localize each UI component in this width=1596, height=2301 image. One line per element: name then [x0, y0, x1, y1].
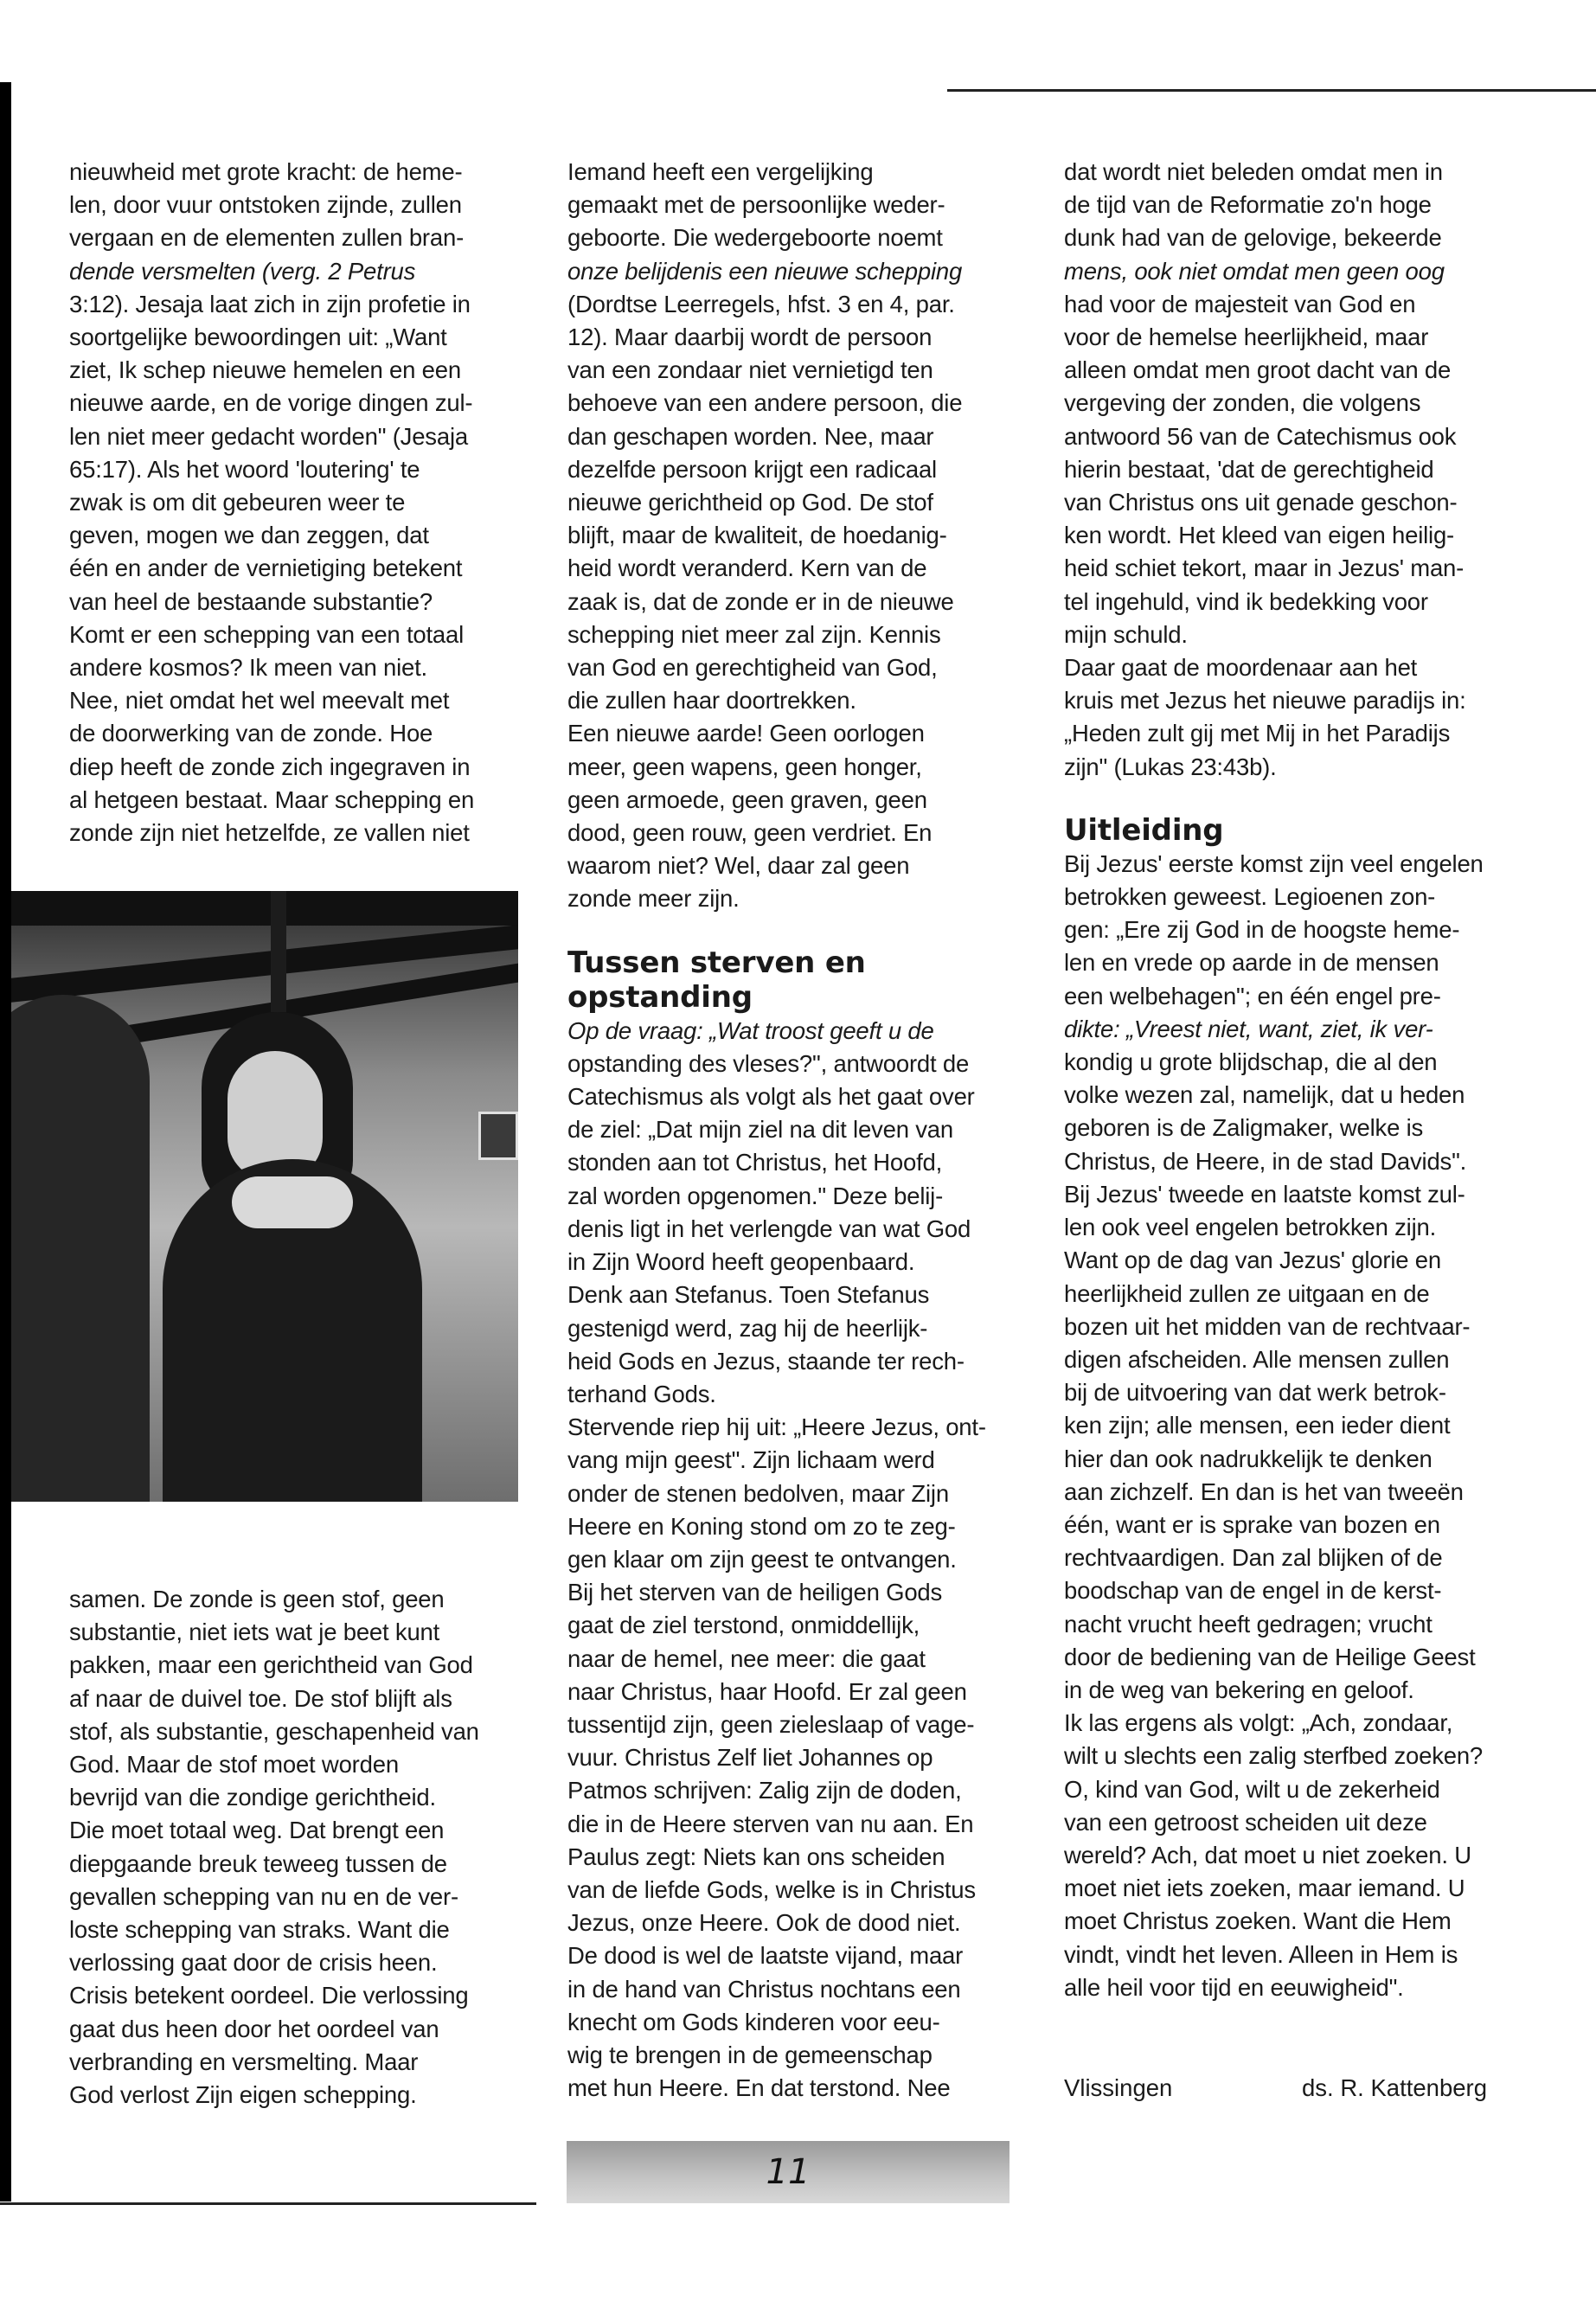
text-line: 65:17). Als het woord 'loutering' te	[69, 455, 420, 483]
text-line: heid wordt veranderd. Kern van de	[567, 554, 927, 582]
text-line: heid Gods en Jezus, staande ter rech-	[567, 1347, 965, 1375]
text-line: van Christus ons uit genade geschon-	[1064, 489, 1458, 516]
text-line: één en ander de vernietiging betekent	[69, 554, 463, 582]
text-line: Die moet totaal weg. Dat brengt een	[69, 1817, 445, 1844]
text-line: tel ingehuld, vind ik bedekking voor	[1064, 587, 1428, 615]
text-line: waarom niet? Wel, daar zal geen	[567, 852, 910, 880]
text-line: zijn" (Lukas 23:43b).	[1064, 753, 1277, 780]
text-line: zwak is om dit gebeuren weer te	[69, 489, 406, 516]
text-line: dan geschapen worden. Nee, maar	[567, 422, 934, 450]
text-line: loste schepping van straks. Want die	[69, 1916, 450, 1944]
text-line: blijft, maar de kwaliteit, de hoedanig-	[567, 522, 947, 549]
text-line: De dood is wel de laatste vijand, maar	[567, 1942, 964, 1970]
column-1-bottom	[69, 1583, 519, 2112]
text-line: mens, ook niet omdat men geen oog	[1064, 257, 1445, 285]
text-line: vang mijn geest". Zijn lichaam werd	[567, 1446, 935, 1474]
text-line: 3:12). Jesaja laat zich in zijn profetie in	[69, 290, 471, 317]
text-line: die in de Heere sterven van nu aan. En	[567, 1810, 974, 1837]
text-line: nieuwheid met grote kracht: de heme-	[69, 158, 463, 185]
text-line: af naar de duivel toe. De stof blijft als	[69, 1684, 452, 1712]
column-3	[1064, 156, 1531, 2004]
text-line: opstanding	[567, 979, 753, 1015]
text-line: knecht om Gods kinderen voor eeu-	[567, 2008, 940, 2035]
text-line: len ook veel engelen betrokken zijn.	[1064, 1214, 1437, 1241]
bottom-rule	[0, 2202, 536, 2205]
text-line: Bij het sterven van de heiligen Gods	[567, 1579, 943, 1606]
text-line: 12). Maar daarbij wordt de persoon	[567, 324, 933, 351]
text-line: zal worden opgenomen." Deze belij-	[567, 1182, 944, 1209]
text-line: opstanding des vleses?", antwoordt de	[567, 1049, 970, 1077]
text-line: andere kosmos? Ik meen van niet.	[69, 654, 427, 682]
text-line: stonden aan tot Christus, het Hoofd,	[567, 1149, 943, 1176]
text-line: bij de uitvoering van dat werk betrok-	[1064, 1379, 1446, 1407]
footer-author: ds. R. Kattenberg	[1302, 2074, 1488, 2101]
text-line: behoeve van een andere persoon, die	[567, 389, 963, 417]
text-line: Komt er een schepping van een totaal	[69, 620, 465, 648]
text-line: Denk aan Stefanus. Toen Stefanus	[567, 1281, 930, 1309]
heading-tussen-sterven-en-opstanding	[567, 945, 1017, 1015]
page-number: 11	[766, 2152, 811, 2192]
text-line: al hetgeen bestaat. Maar schepping en	[69, 785, 475, 813]
text-line: O, kind van God, wilt u de zekerheid	[1064, 1775, 1440, 1803]
text-line: digen afscheiden. Alle mensen zullen	[1064, 1345, 1450, 1373]
text-line: naar de hemel, nee meer: die gaat	[567, 1644, 926, 1672]
text-line: samen. De zonde is geen stof, geen	[69, 1586, 445, 1612]
text-line: dende versmelten (verg. 2 Petrus	[69, 257, 416, 285]
text-line: verbranding en versmelting. Maar	[69, 2048, 419, 2075]
photo-woman-under-canopy	[11, 891, 518, 1502]
text-line: Want op de dag van Jezus' glorie en	[1064, 1247, 1441, 1274]
text-line: door de bediening van de Heilige Geest	[1064, 1643, 1476, 1670]
text-line: geen armoede, geen graven, geen	[567, 785, 927, 813]
text-line: tussentijd zijn, geen zieleslaap of vage-	[567, 1710, 975, 1738]
text-line: gaat de ziel terstond, onmiddellijk,	[567, 1612, 920, 1639]
text-line: kondig u grote blijdschap, die al den	[1064, 1048, 1438, 1076]
text-line: één, want er is sprake van bozen en	[1064, 1510, 1440, 1538]
text-line: gen: „Ere zij God in de hoogste heme-	[1064, 916, 1460, 944]
text-line: Iemand heeft een vergelijking	[567, 158, 874, 185]
text-line: len niet meer gedacht worden" (Jesaja	[69, 422, 468, 450]
text-line: bevrijd van die zondige gerichtheid.	[69, 1784, 436, 1811]
text-line: voor de hemelse heerlijkheid, maar	[1064, 324, 1429, 351]
text-line: in de hand van Christus nochtans een	[567, 1975, 961, 2003]
text-line: alle heil voor tijd en eeuwigheid".	[1064, 1973, 1404, 2001]
text-line: vergaan en de elementen zullen bran-	[69, 224, 465, 252]
text-line: Bij Jezus' eerste komst zijn veel engelen	[1064, 849, 1484, 877]
text-line: God verlost Zijn eigen schepping.	[69, 2081, 417, 2109]
text-line: mijn schuld.	[1064, 620, 1188, 648]
text-line: vuur. Christus Zelf liet Johannes op	[567, 1744, 933, 1772]
text-line: gaat dus heen door het oordeel van	[69, 2015, 439, 2042]
text-line: ken wordt. Het kleed van eigen heilig-	[1064, 522, 1454, 549]
text-line: betrokken geweest. Legioenen zon-	[1064, 883, 1436, 911]
text-line: gevallen schepping van nu en de ver-	[69, 1882, 458, 1910]
text-line: nieuwe gerichtheid op God. De stof	[567, 489, 933, 516]
text-line: die zullen haar doortrekken.	[567, 687, 856, 715]
text-line: de ziel: „Dat mijn ziel na dit leven van	[567, 1116, 953, 1144]
text-line: verlossing gaat door de crisis heen.	[69, 1949, 438, 1977]
text-line: wig te brengen in de gemeenschap	[567, 2041, 933, 2068]
text-line: zaak is, dat de zonde er in de nieuwe	[567, 587, 954, 615]
text-line: (Dordtse Leerregels, hfst. 3 en 4, par.	[567, 290, 955, 317]
text-line: vergeving der zonden, die volgens	[1064, 389, 1421, 417]
text-line: vindt, vindt het leven. Alleen in Hem is	[1064, 1940, 1458, 1968]
text-line: de tijd van de Reformatie zo'n hoge	[1064, 191, 1432, 219]
text-line: zonde zijn niet hetzelfde, ze vallen niet	[69, 819, 470, 847]
text-line: Bij Jezus' tweede en laatste komst zul-	[1064, 1180, 1465, 1208]
text-line: gen klaar om zijn geest te ontvangen.	[567, 1545, 957, 1573]
text-line: diep heeft de zonde zich ingegraven in	[69, 753, 471, 780]
text-line: Crisis betekent oordeel. Die verlossing	[69, 1982, 469, 2009]
text-line: van een getroost scheiden uit deze	[1064, 1808, 1427, 1836]
heading-uitleiding: Uitleiding	[1064, 812, 1224, 848]
text-line: soortgelijke bewoordingen uit: „Want	[69, 324, 447, 351]
text-line: van de liefde Gods, welke is in Christus	[567, 1875, 976, 1903]
text-line: pakken, maar een gerichtheid van God	[69, 1651, 473, 1679]
column-1-top	[69, 156, 519, 849]
text-line: een welbehagen"; en één engel pre-	[1064, 982, 1441, 1009]
text-line: geven, mogen we dan zeggen, dat	[69, 522, 429, 549]
text-line: de doorwerking van de zonde. Hoe	[69, 720, 433, 747]
column-3-top	[1064, 156, 1531, 784]
text-line: in de weg van bekering en geloof.	[1064, 1676, 1414, 1703]
text-line: Stervende riep hij uit: „Heere Jezus, ont-	[567, 1413, 986, 1441]
text-line: hier dan ook nadrukkelijk te denken	[1064, 1445, 1433, 1472]
column-2-top	[567, 156, 1017, 916]
footer-place: Vlissingen	[1064, 2074, 1173, 2101]
text-line: rechtvaardigen. Dan zal blijken of de	[1064, 1544, 1443, 1572]
text-line: gestenigd werd, zag hij de heerlijk-	[567, 1314, 928, 1342]
text-line: kruis met Jezus het nieuwe paradijs in:	[1064, 687, 1466, 715]
text-line: onze belijdenis een nieuwe schepping	[567, 257, 963, 285]
text-line: Daar gaat de moordenaar aan het	[1064, 654, 1418, 682]
text-line: boodschap van de engel in de kerst-	[1064, 1577, 1442, 1605]
text-line: naar Christus, haar Hoofd. Er zal geen	[567, 1677, 967, 1705]
text-line: schepping niet meer zal zijn. Kennis	[567, 620, 941, 648]
left-edge-bar	[0, 82, 11, 2202]
text-line: in Zijn Woord heeft geopenbaard.	[567, 1248, 915, 1276]
text-line: geboorte. Die wedergeboorte noemt	[567, 224, 943, 252]
text-line: van heel de bestaande substantie?	[69, 587, 433, 615]
text-line: Paulus zegt: Niets kan ons scheiden	[567, 1843, 945, 1870]
text-line: antwoord 56 van de Catechismus ook	[1064, 422, 1457, 450]
text-line: moet niet iets zoeken, maar iemand. U	[1064, 1875, 1465, 1902]
text-line: dikte: „Vreest niet, want, ziet, ik ver-	[1064, 1015, 1433, 1042]
text-line: ziet, Ik schep nieuwe hemelen en een	[69, 356, 461, 384]
page-number-bar	[567, 2141, 1010, 2203]
text-line: moet Christus zoeken. Want die Hem	[1064, 1907, 1452, 1935]
text-line: heid schiet tekort, maar in Jezus' man-	[1064, 554, 1465, 582]
text-line: meer, geen wapens, geen honger,	[567, 753, 922, 780]
text-line: Nee, niet omdat het wel meevalt met	[69, 687, 450, 715]
text-line: wilt u slechts een zalig sterfbed zoeken?	[1064, 1742, 1484, 1770]
text-line: nieuwe aarde, en de vorige dingen zul-	[69, 389, 473, 417]
text-line: gemaakt met de persoonlijke weder-	[567, 191, 945, 219]
text-line: volke wezen zal, namelijk, dat u heden	[1064, 1081, 1465, 1109]
text-line: „Heden zult gij met Mij in het Paradijs	[1064, 720, 1451, 747]
text-line: God. Maar de stof moet worden	[69, 1751, 399, 1779]
text-line: substantie, niet iets wat je beet kunt	[69, 1618, 440, 1646]
text-line: dezelfde persoon krijgt een radicaal	[567, 455, 937, 483]
text-line: aan zichzelf. En dan is het van tweeën	[1064, 1477, 1464, 1505]
text-line: stof, als substantie, geschapenheid van	[69, 1717, 479, 1745]
text-line: dood, geen rouw, geen verdriet. En	[567, 819, 933, 847]
text-line: met hun Heere. En dat terstond. Nee	[567, 2074, 951, 2102]
text-line: Op de vraag: „Wat troost geeft u de	[567, 1016, 934, 1044]
column-2	[567, 156, 1017, 2105]
text-line: Christus, de Heere, in de stad Davids".	[1064, 1147, 1467, 1175]
text-line: wereld? Ach, dat moet u niet zoeken. U	[1064, 1841, 1471, 1868]
text-line: onder de stenen bedolven, maar Zijn	[567, 1479, 949, 1507]
text-line: len en vrede op aarde in de mensen	[1064, 949, 1439, 977]
text-line: Tussen sterven en	[567, 945, 866, 980]
text-line: van God en gerechtigheid van God,	[567, 654, 938, 682]
text-line: hierin bestaat, 'dat de gerechtigheid	[1064, 455, 1434, 483]
text-line: denis ligt in het verlengde van wat God	[567, 1215, 971, 1242]
text-line: had voor de majesteit van God en	[1064, 290, 1416, 317]
text-line: nacht vrucht heeft gedragen; vrucht	[1064, 1610, 1433, 1638]
top-rule	[947, 89, 1596, 92]
text-line: alleen omdat men groot dacht van de	[1064, 356, 1452, 384]
column-2-bottom	[567, 1015, 1017, 2106]
text-line: diepgaande breuk teweeg tussen de	[69, 1849, 447, 1877]
text-line: Ik las ergens als volgt: „Ach, zondaar,	[1064, 1709, 1453, 1737]
text-line: heerlijkheid zullen ze uitgaan en de	[1064, 1279, 1430, 1307]
column-3-bottom	[1064, 848, 1531, 2004]
text-line: terhand Gods.	[567, 1380, 716, 1407]
text-line: geboren is de Zaligmaker, welke is	[1064, 1114, 1424, 1142]
text-line: bozen uit het midden van de rechtvaar-	[1064, 1312, 1471, 1340]
text-line: Jezus, onze Heere. Ook de dood niet.	[567, 1909, 961, 1937]
text-line: ken zijn; alle mensen, een ieder dient	[1064, 1412, 1451, 1439]
text-line: dunk had van de gelovige, bekeerde	[1064, 224, 1442, 252]
text-line: van een zondaar niet vernietigd ten	[567, 356, 933, 384]
text-line: Heere en Koning stond om zo te zeg-	[567, 1512, 956, 1540]
text-line: dat wordt niet beleden omdat men in	[1064, 158, 1443, 185]
text-line: Patmos schrijven: Zalig zijn de doden,	[567, 1777, 962, 1804]
text-line: Catechismus als volgt als het gaat over	[567, 1083, 975, 1111]
text-line: Een nieuwe aarde! Geen oorlogen	[567, 720, 925, 747]
text-line: zonde meer zijn.	[567, 885, 740, 913]
text-line: len, door vuur ontstoken zijnde, zullen	[69, 191, 462, 219]
